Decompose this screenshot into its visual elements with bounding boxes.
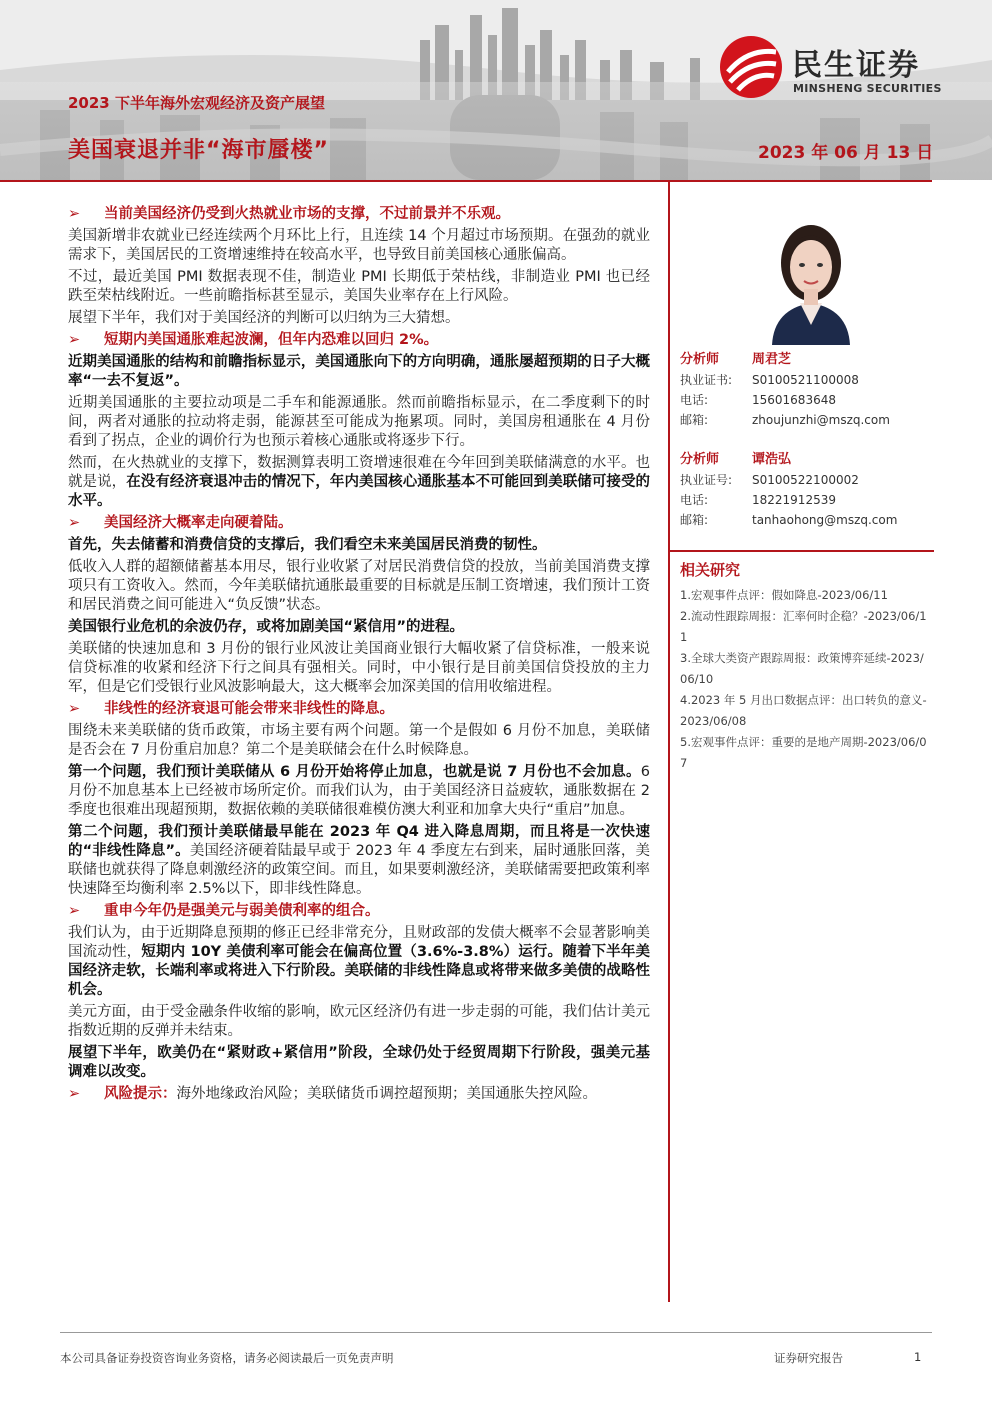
body-paragraph [68, 454, 650, 511]
related-research-item[interactable]: 2.流动性跟踪周报：汇率何时企稳？-2023/06/11 [680, 609, 927, 644]
related-research-item[interactable]: 4.2023 年 5 月出口数据点评：出口转负的意义-2023/06/08 [680, 693, 927, 728]
body-paragraph [68, 722, 650, 760]
arrow-bullet-icon: ➢ [68, 903, 81, 919]
page-number: 1 [914, 1350, 922, 1364]
paragraph-text: 然而，在火热就业的支撑下，数据测算表明工资增速很难在今年回到美联储满意的水平。也就是说， [68, 455, 650, 490]
body-paragraph [68, 558, 650, 615]
emphasis-text: 第一个问题，我们预计美联储从 6 月份开始将停止加息，也就是说 7 月份也不会加息。 [68, 764, 641, 780]
phone-number: 15601683648 [752, 393, 836, 407]
report-series: 2023 下半年海外宏观经济及资产展望 [68, 94, 325, 112]
header-banner [0, 0, 992, 180]
body-paragraph [68, 618, 650, 637]
footer-disclaimer: 本公司具备证券投资咨询业务资格，请务必阅读最后一页免责声明 [60, 1351, 394, 1365]
body-paragraph [68, 536, 650, 555]
paragraph-text: 6 月份不加息基本上已经被市场所定价。而我们认为，由于美国经济日益疲软，通胀数据在 2 季度也很难出现超预期，数据依赖的美联储很难模仿澳大利亚和加拿大央行“重启”加息。 [68, 764, 650, 818]
body-paragraph [68, 268, 650, 306]
paragraph-text: 围绕未来美联储的货币政策，市场主要有两个问题。第一个是假如 6 月份不加息，美联储是否会在 7 月份重启加息？第二个是美联储会在什么时候降息。 [68, 723, 650, 758]
emphasis-text: 美国银行业危机的余波仍存，或将加剧美国“紧信用”的进程。 [68, 619, 465, 635]
email-label: 邮箱: [680, 513, 709, 527]
related-research-title: 相关研究 [680, 561, 741, 579]
arrow-bullet-icon: ➢ [68, 701, 81, 717]
section-heading-text: 美国经济大概率走向硬着陆。 [104, 515, 293, 531]
paragraph-text: 美联储的快速加息和 3 月份的银行业风波让美国商业银行大幅收紧了信贷标准，一般来说信贷标准的收紧和经济下行之间具有强相关。同时，中小银行是目前美国信贷投放的主力军，但是它们受银行业风波影响最大，这大概率会加深美国的信用收缩进程。 [68, 641, 650, 695]
footer-report-type: 证券研究报告 [774, 1351, 843, 1365]
paragraph-text: 美国新增非农就业已经连续两个月环比上行，且连续 14 个月超过市场预期。在强劲的就业需求下，美国居民的工资增速维持在较高水平，也导致目前美国核心通胀偏高。 [68, 228, 650, 263]
phone-label: 电话: [680, 493, 709, 507]
minsheng-logo [718, 34, 968, 104]
related-research-item[interactable]: 1.宏观事件点评：假如降息-2023/06/11 [680, 588, 888, 602]
email-label: 邮箱: [680, 413, 709, 427]
section-heading-text: 非线性的经济衰退可能会带来非线性的降息。 [104, 701, 394, 717]
body-paragraph [68, 823, 650, 899]
arrow-bullet-icon: ➢ [68, 332, 81, 348]
cert-number: S0100522100002 [752, 473, 859, 487]
section-heading [68, 700, 650, 719]
paragraph-text: 近期美国通胀的主要拉动项是二手车和能源通胀。然而前瞻指标显示，在二季度剩下的时间，两者对通胀的拉动将走弱，能源甚至可能成为拖累项。同时，美国房租通胀在 4 月份看到了拐点，企业的调价行为也预示着核心通胀或将逐步下行。 [68, 395, 650, 449]
emphasis-text: 近期美国通胀的结构和前瞻指标显示，美国通胀向下的方向明确，通胀屡超预期的日子大概率“一去不复返”。 [68, 354, 650, 389]
column-divider [668, 182, 670, 1302]
section-heading [68, 205, 650, 224]
emphasis-text: 短期内 10Y 美债利率可能会在偏高位置（3.6%-3.8%）运行。随着下半年美国经济走软，长端利率或将进入下行阶段。美联储的非线性降息或将带来做多美债的战略性机会。 [68, 944, 650, 998]
analyst-name: 周君芝 [752, 352, 792, 367]
emphasis-text: 第二个问题，我们预计美联储最早能在 2023 年 Q4 进入降息周期，而且将是一次快速的“非线性降息”。 [68, 824, 650, 859]
paragraph-text: 我们认为，由于近期降息预期的修正已经非常充分，且财政部的发债大概率不会显著影响美国流动性， [68, 925, 650, 960]
body-paragraph [68, 394, 650, 451]
phone-label: 电话: [680, 393, 709, 407]
emphasis-text: 在没有经济衰退冲击的情况下，年内美国核心通胀基本不可能回到美联储可接受的水平。 [68, 474, 651, 509]
cert-label: 执业证号: [680, 473, 733, 487]
analyst-card-1 [680, 350, 934, 430]
body-paragraph [68, 309, 650, 328]
body-paragraph [68, 763, 650, 820]
section-heading-text: 短期内美国通胀难起波澜，但年内恐难以回归 2%。 [104, 332, 439, 348]
related-research-item[interactable]: 5.宏观事件点评：重要的是地产周期-2023/06/07 [680, 735, 927, 770]
analyst-photo [752, 205, 870, 345]
header-divider [0, 180, 932, 182]
section-heading [68, 514, 650, 533]
section-heading [68, 1085, 650, 1104]
email-address[interactable]: tanhaohong@mszq.com [752, 513, 898, 527]
report-title: 美国衰退并非“海市蜃楼” [68, 138, 329, 163]
section-heading-text: 当前美国经济仍受到火热就业市场的支撑，不过前景并不乐观。 [104, 206, 510, 222]
cert-number: S0100521100008 [752, 373, 859, 387]
related-research-item[interactable]: 3.全球大类资产跟踪周报：政策博弈延续-2023/06/10 [680, 651, 924, 686]
section-heading-text: 风险提示： [104, 1086, 177, 1102]
email-address[interactable]: zhoujunzhi@mszq.com [752, 413, 890, 427]
logo-english-name: MINSHENG SECURITIES [793, 82, 942, 95]
paragraph-text: 展望下半年，我们对于美国经济的判断可以归纳为三大猜想。 [68, 310, 460, 326]
body-paragraph [68, 1044, 650, 1082]
report-date: 2023 年 06 月 13 日 [758, 143, 934, 163]
footer-divider [60, 1332, 932, 1333]
paragraph-text: 美元方面，由于受金融条件收缩的影响，欧元区经济仍有进一步走弱的可能，我们估计美元指数近期的反弹并未结束。 [68, 1004, 650, 1039]
arrow-bullet-icon: ➢ [68, 206, 81, 222]
emphasis-text: 首先，失去储蓄和消费信贷的支撑后，我们看空未来美国居民消费的韧性。 [68, 537, 547, 553]
body-paragraph [68, 227, 650, 265]
section-heading-text: 重申今年仍是强美元与弱美债利率的组合。 [104, 903, 380, 919]
minsheng-logo-mark-icon [718, 34, 784, 100]
analyst-role-label: 分析师 [680, 452, 720, 467]
related-research-list [680, 585, 930, 774]
section-heading [68, 331, 650, 350]
body-paragraph [68, 353, 650, 391]
analyst-portrait-image [752, 205, 870, 345]
phone-number: 18221912539 [752, 493, 836, 507]
body-paragraph [68, 1003, 650, 1041]
logo-chinese-name: 民生证券 [792, 48, 920, 83]
body-paragraph [68, 924, 650, 1000]
section-heading [68, 902, 650, 921]
analyst-name: 谭浩弘 [752, 452, 792, 467]
paragraph-text: 不过，最近美国 PMI 数据表现不佳，制造业 PMI 长期低于荣枯线，非制造业 PMI 也已经跌至荣枯线附近。一些前瞻指标甚至显示，美国失业率存在上行风险。 [68, 269, 650, 304]
cert-label: 执业证书: [680, 373, 733, 387]
paragraph-text: 美国经济硬着陆最早或于 2023 年 4 季度左右到来，届时通胀回落，美联储也就获得了降息刺激经济的政策空间。而且，如果要刺激经济，美联储需要把政策利率快速降至均衡利率 2.5%以下，即非线性降息。 [68, 843, 651, 897]
emphasis-text: 展望下半年，欧美仍在“紧财政+紧信用”阶段，全球仍处于经贸周期下行阶段，强美元基调难以改变。 [68, 1045, 650, 1080]
risk-items-text: 海外地缘政治风险；美联储货币调控超预期；美国通胀失控风险。 [176, 1086, 597, 1102]
arrow-bullet-icon: ➢ [68, 1086, 81, 1102]
related-divider [670, 550, 934, 552]
analyst-role-label: 分析师 [680, 352, 720, 367]
analyst-card-2 [680, 450, 934, 530]
paragraph-text: 低收入人群的超额储蓄基本用尽，银行业收紧了对居民消费信贷的投放，当前美国消费支撑项只有工资收入。然而，今年美联储抗通胀最重要的目标就是压制工资增速，我们预计工资和居民消费之间可能进入“负反馈”状态。 [68, 559, 650, 613]
arrow-bullet-icon: ➢ [68, 515, 81, 531]
report-summary [68, 205, 650, 1107]
body-paragraph [68, 640, 650, 697]
